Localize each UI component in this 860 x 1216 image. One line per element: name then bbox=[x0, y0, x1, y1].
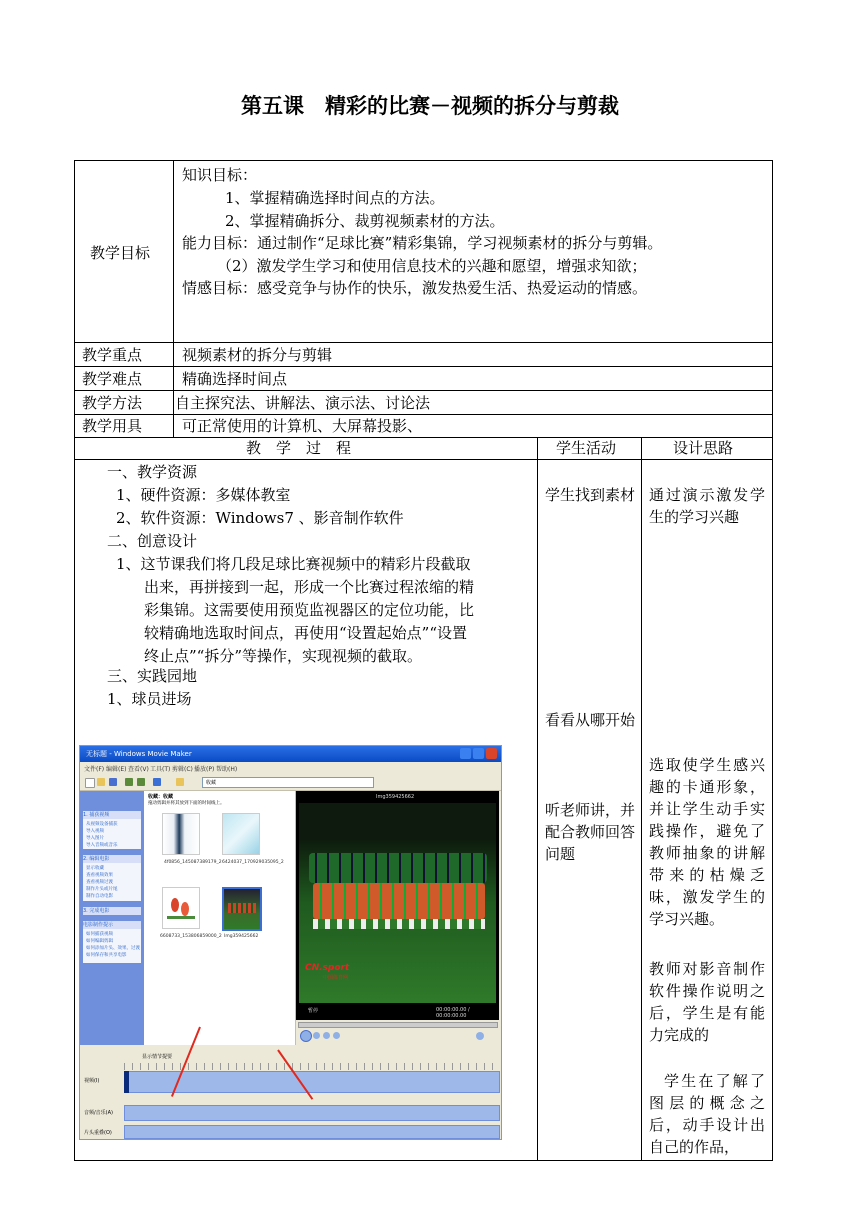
task-section-tips[interactable]: 电影制作提示 bbox=[83, 921, 141, 929]
task-link[interactable]: 制作片头或片尾 bbox=[86, 887, 118, 892]
row-value: 可正常使用的计算机、大屏幕投影、 bbox=[182, 417, 423, 435]
collection-dropdown-value: 收藏 bbox=[206, 780, 217, 786]
next-button[interactable] bbox=[333, 1032, 340, 1039]
menu-item[interactable]: 查看(V) bbox=[128, 766, 149, 773]
collection-header: 收藏：收藏 bbox=[148, 794, 174, 800]
design-note: 教师对影音制作软件操作说明之后，学生是有能力完成的 bbox=[649, 960, 765, 1044]
close-button[interactable] bbox=[486, 748, 497, 759]
task-link[interactable]: 导入视频 bbox=[86, 829, 104, 834]
menu-item[interactable]: 文件(F) bbox=[84, 766, 105, 773]
clip-thumbnail[interactable] bbox=[222, 887, 262, 931]
task-pane bbox=[80, 791, 144, 1045]
row-value: 精确选择时间点 bbox=[182, 370, 288, 388]
menu-item[interactable]: 帮助(H) bbox=[216, 766, 238, 773]
row-label: 教学方法 bbox=[82, 394, 143, 412]
minimize-button[interactable] bbox=[460, 748, 471, 759]
objective-line: 情感目标：感受竞争与协作的快乐，激发热爱生活、热爱运动的情感。 bbox=[182, 279, 648, 297]
task-link[interactable]: 如何保存和共享电影 bbox=[86, 953, 127, 958]
window-titlebar bbox=[80, 746, 501, 762]
title-track[interactable] bbox=[124, 1125, 500, 1139]
clip-thumbnail[interactable] bbox=[162, 887, 200, 929]
process-line: 彩集锦。这需要使用预览监视器区的定位功能，比 bbox=[144, 601, 475, 619]
task-link[interactable]: 显示收藏 bbox=[86, 866, 104, 871]
process-line: 较精确地选取时间点，再使用“设置起始点”“设置 bbox=[144, 624, 468, 642]
sport-logo: CN.sport bbox=[305, 963, 350, 973]
redo-icon[interactable] bbox=[137, 778, 145, 786]
prev-button[interactable] bbox=[323, 1032, 330, 1039]
track-label-video: 视频(I) bbox=[84, 1078, 100, 1084]
task-link[interactable]: 导入图片 bbox=[86, 836, 104, 841]
page-title: 第五课 精彩的比赛－视频的拆分与剪裁 bbox=[241, 94, 619, 118]
design-note: 通过演示激发学生的学习兴趣 bbox=[649, 486, 765, 526]
task-link[interactable]: 如何添加片头、效果、过渡 bbox=[86, 946, 140, 951]
process-line: 三、实践园地 bbox=[107, 667, 198, 685]
process-line: 一、教学资源 bbox=[107, 463, 198, 481]
preview-image bbox=[299, 803, 496, 1003]
movie-maker-screenshot bbox=[79, 745, 502, 1140]
time-readout: 00:00:00.00 / 00:00:00.00 bbox=[436, 1007, 470, 1019]
row-label: 教学难点 bbox=[82, 370, 143, 388]
process-line: 1、球员进场 bbox=[107, 690, 192, 708]
clip-label: 6424037_170929035095_2 bbox=[222, 860, 284, 865]
objectives-label: 教学目标 bbox=[90, 244, 151, 262]
maximize-button[interactable] bbox=[473, 748, 484, 759]
seek-bar[interactable] bbox=[298, 1022, 498, 1028]
save-icon[interactable] bbox=[109, 778, 117, 786]
student-activity: 听老师讲，并配合教师回答问题 bbox=[545, 801, 636, 863]
clip-label: 6608733_153806859000_2 bbox=[160, 934, 222, 939]
objective-line: （2）激发学生学习和使用信息技术的兴趣和愿望，增强求知欲； bbox=[217, 257, 647, 275]
clip-thumbnail[interactable] bbox=[162, 813, 200, 855]
process-line: 二、创意设计 bbox=[107, 532, 198, 550]
task-section-finish[interactable]: 3. 完成电影 bbox=[83, 907, 141, 915]
collections-icon[interactable] bbox=[176, 778, 184, 786]
play-status: 暂停 bbox=[308, 1008, 319, 1014]
collection-hint: 拖动剪辑并将其放到下面的时间线上。 bbox=[148, 801, 225, 806]
undo-icon[interactable] bbox=[125, 778, 133, 786]
preview-screen bbox=[296, 791, 499, 1020]
task-link[interactable]: 查看视频效果 bbox=[86, 873, 113, 878]
playhead[interactable] bbox=[124, 1071, 129, 1093]
objective-line: 2、掌握精确拆分、裁剪视频素材的方法。 bbox=[225, 212, 505, 230]
preview-label: Img359425662 bbox=[376, 794, 415, 800]
header-student: 学生活动 bbox=[556, 439, 617, 457]
objective-line: 知识目标： bbox=[182, 166, 258, 184]
design-note: 学生在了解了图层的概念之后，动手设计出自己的作品， bbox=[649, 1072, 765, 1156]
task-link[interactable]: 制作自动电影 bbox=[86, 894, 113, 899]
process-line: 2、软件资源：Windows7 、影音制作软件 bbox=[116, 509, 404, 527]
track-label-title: 片头重叠(O) bbox=[84, 1130, 112, 1136]
task-section-edit[interactable]: 2. 编辑电影 bbox=[83, 855, 141, 863]
header-design: 设计思路 bbox=[673, 439, 734, 457]
objective-line: 1、掌握精确选择时间点的方法。 bbox=[225, 189, 445, 207]
preview-monitor bbox=[296, 791, 499, 1045]
stop-button[interactable] bbox=[313, 1032, 320, 1039]
menu-item[interactable]: 剪辑(C) bbox=[172, 766, 193, 773]
new-icon[interactable] bbox=[85, 778, 95, 788]
menu-item[interactable]: 工具(T) bbox=[150, 766, 171, 773]
toolbar bbox=[80, 774, 501, 791]
track-label-audio: 音频/音乐(A) bbox=[84, 1110, 114, 1116]
task-link[interactable]: 查看视频过渡 bbox=[86, 880, 113, 885]
row-label: 教学用具 bbox=[82, 417, 143, 435]
audio-track[interactable] bbox=[124, 1105, 500, 1121]
split-button[interactable] bbox=[476, 1032, 484, 1040]
menu-item[interactable]: 编辑(E) bbox=[106, 766, 127, 773]
process-line: 终止点”“拆分”等操作，实现视频的截取。 bbox=[144, 647, 423, 665]
clip-label: Img359425662 bbox=[224, 934, 259, 939]
collection-dropdown[interactable] bbox=[202, 777, 374, 788]
row-label: 教学重点 bbox=[82, 346, 143, 364]
storyboard-toggle[interactable]: 显示情节提要 bbox=[142, 1054, 173, 1060]
collection-pane bbox=[144, 791, 296, 1045]
menu-bar bbox=[80, 762, 501, 774]
task-link[interactable]: 导入音频或音乐 bbox=[86, 843, 118, 848]
sport-logo-sub: 中国体育网 bbox=[323, 975, 349, 981]
clip-thumbnail[interactable] bbox=[222, 813, 260, 855]
student-activity: 看看从哪开始 bbox=[545, 711, 636, 729]
clip-label: 4f0856_145087389179_2 bbox=[164, 860, 222, 865]
window-title: 无标题 - Windows Movie Maker bbox=[86, 750, 192, 758]
task-section-capture[interactable]: 1. 捕获视频 bbox=[83, 811, 141, 819]
process-line: 出来，再拼接到一起，形成一个比赛过程浓缩的精 bbox=[144, 578, 475, 596]
row-value: 视频素材的拆分与剪辑 bbox=[182, 346, 333, 364]
time-ruler bbox=[124, 1063, 498, 1070]
play-button[interactable] bbox=[300, 1030, 312, 1042]
header-process: 教 学 过 程 bbox=[246, 439, 352, 457]
process-line: 1、这节课我们将几段足球比赛视频中的精彩片段截取 bbox=[116, 555, 471, 573]
task-link[interactable]: 如何编辑剪辑 bbox=[86, 939, 113, 944]
process-line: 1、硬件资源：多媒体教室 bbox=[116, 486, 291, 504]
student-activity: 学生找到素材 bbox=[545, 486, 636, 504]
design-note: 选取使学生感兴趣的卡通形象，并让学生动手实践操作，避免了教师抽象的讲解带来的枯燥乏味，激发学生的学习兴趣。 bbox=[649, 756, 765, 928]
objective-line: 能力目标：通过制作“足球比赛”精彩集锦，学习视频素材的拆分与剪辑。 bbox=[182, 234, 663, 252]
timeline bbox=[80, 1051, 501, 1139]
task-link[interactable]: 从视频设备捕获 bbox=[86, 822, 118, 827]
row-value: 自主探究法、讲解法、演示法、讨论法 bbox=[175, 394, 431, 412]
tasks-icon[interactable] bbox=[153, 778, 161, 786]
open-icon[interactable] bbox=[97, 778, 105, 786]
menu-item[interactable]: 播放(P) bbox=[194, 766, 215, 773]
task-link[interactable]: 如何捕获视频 bbox=[86, 932, 113, 937]
